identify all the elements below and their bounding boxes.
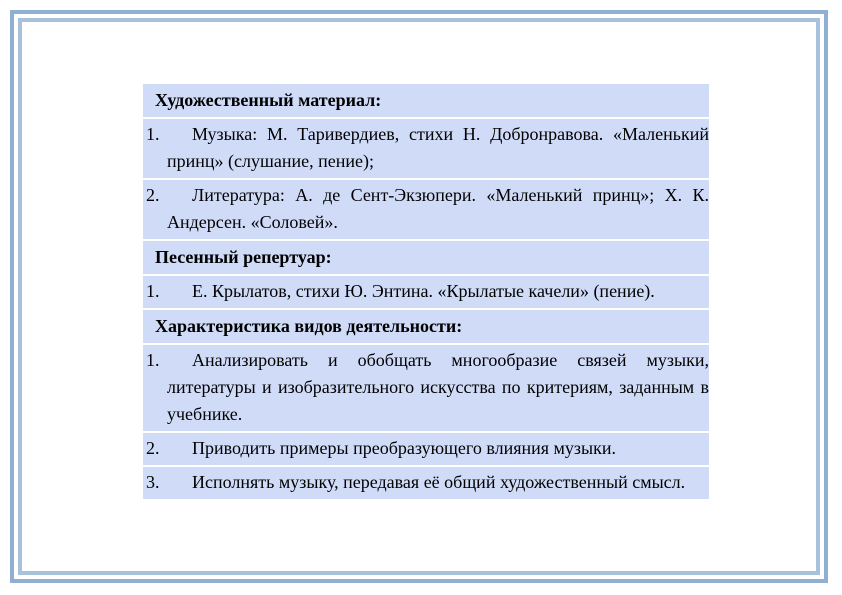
list-item-number: 2. xyxy=(146,438,160,458)
list-item-number: 1. xyxy=(146,124,160,144)
list-item xyxy=(143,119,709,178)
list-item-number: 2. xyxy=(146,185,160,205)
list-item-number: 1. xyxy=(146,281,160,301)
section-heading-activities: Характеристика видов деятельности: xyxy=(143,310,709,343)
slide-content xyxy=(143,84,709,501)
list-item-text: Е. Крылатов, стихи Ю. Энтина. «Крылатые качели» (пение). xyxy=(192,281,655,301)
list-item-text: Исполнять музыку, передавая её общий художественный смысл. xyxy=(192,472,686,492)
list-item-text: Музыка: М. Таривердиев, стихи Н. Добронравова. «Маленький принц» (слушание, пение); xyxy=(167,124,709,171)
list-item xyxy=(143,345,709,431)
list-item-text: Литература: А. де Сент-Экзюпери. «Маленький принц»; Х. К. Андерсен. «Соловей». xyxy=(167,185,709,232)
list-item-text: Анализировать и обобщать многообразие связей музыки, литературы и изобразительного искусства по критериям, заданным в учебнике. xyxy=(167,350,709,424)
list-item xyxy=(143,276,709,308)
list-item xyxy=(143,433,709,465)
section-heading-material: Художественный материал: xyxy=(143,84,709,117)
section-heading-repertoire: Песенный репертуар: xyxy=(143,241,709,274)
list-item xyxy=(143,180,709,239)
list-item-text: Приводить примеры преобразующего влияния музыки. xyxy=(192,438,617,458)
list-item-number: 3. xyxy=(146,472,160,492)
list-item-number: 1. xyxy=(146,350,160,370)
list-item xyxy=(143,467,709,499)
